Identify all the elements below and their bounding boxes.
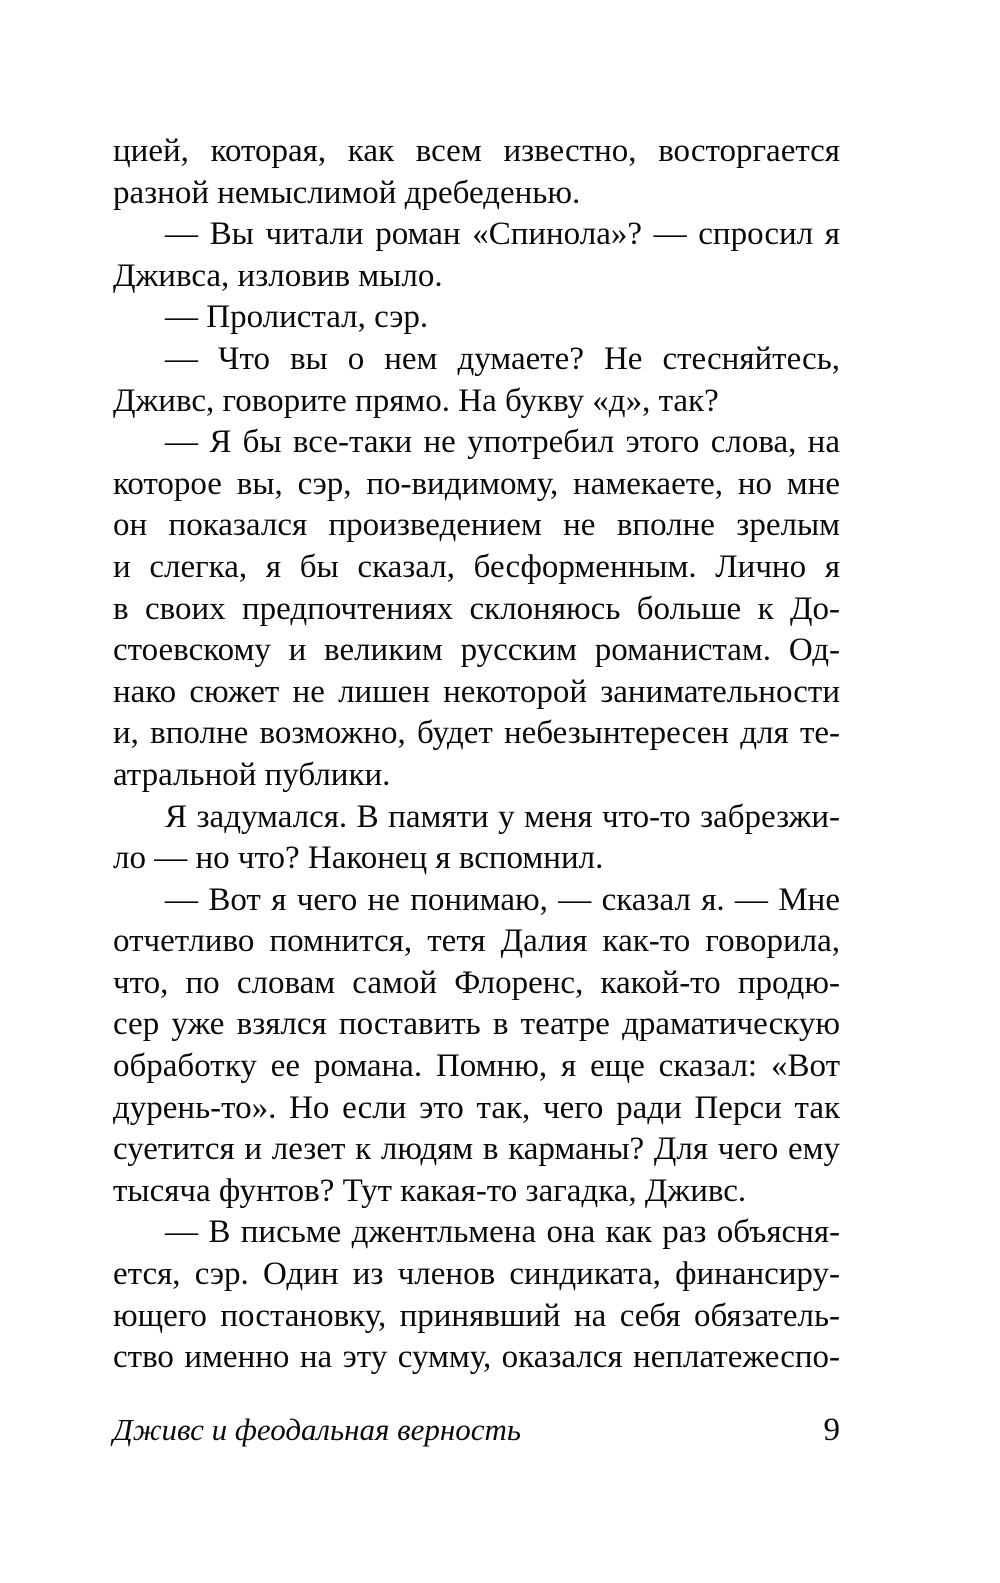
text-line: обработку ее романа. Помню, я еще сказал: «Вот	[113, 1048, 840, 1085]
running-title: Дживс и феодальная верность	[113, 1412, 522, 1447]
text-line: ство именно на эту сумму, оказался неплатежеспо-	[113, 1339, 840, 1376]
text-line: — Вы читали роман «Спинола»? — спросил я	[165, 216, 840, 253]
text-line: — Пролистал, сэр.	[165, 299, 429, 336]
page-number: 9	[823, 1412, 840, 1448]
text-block	[113, 131, 840, 1379]
text-line: нако сюжет не лишен некоторой занимательности	[113, 673, 840, 710]
text-line: тысяча фунтов? Тут какая-то загадка, Дживс.	[113, 1172, 747, 1209]
text-line: что, по словам самой Флоренс, какой-то продю-	[113, 964, 840, 1001]
paragraph	[113, 1212, 840, 1378]
text-line: и слегка, я бы сказал, бесформенным. Лично я	[113, 548, 840, 585]
text-line: сер уже взялся поставить в театре драматическую	[113, 1006, 840, 1043]
text-line: — Что вы о нем думаете? Не стесняйтесь,	[165, 340, 840, 377]
text-line: — Я бы все-таки не употребил этого слова, на	[165, 424, 840, 461]
text-line: дурень-то». Но если это так, чего ради Перси так	[113, 1089, 840, 1126]
text-line: которое вы, сэр, по-видимому, намекаете, но мне	[113, 465, 840, 502]
paragraph	[113, 131, 840, 214]
text-line: Я задумался. В памяти у меня что-то забрезжи-	[165, 798, 840, 835]
text-line: он показался произведением не вполне зрелым	[113, 507, 840, 544]
page-footer	[113, 1412, 840, 1448]
paragraph	[113, 339, 840, 422]
text-line: ется, сэр. Один из членов синдиката, финансиру-	[113, 1256, 840, 1293]
paragraph	[113, 797, 840, 880]
paragraph	[113, 880, 840, 1213]
paragraph	[113, 422, 840, 796]
text-line: Дживс, говорите прямо. На букву «д», так?	[113, 382, 719, 419]
text-line: ющего постановку, принявший на себя обязатель-	[113, 1297, 840, 1334]
text-line: атральной публики.	[113, 756, 391, 793]
text-line: в своих предпочтениях склоняюсь больше к До-	[113, 590, 840, 627]
text-line: Дживса, изловив мыло.	[113, 257, 443, 294]
text-line: — Вот я чего не понимаю, — сказал я. — Мне	[165, 881, 840, 918]
text-line: ло — но что? Наконец я вспомнил.	[113, 840, 604, 877]
text-line: разной немыслимой дребеденью.	[113, 174, 581, 211]
paragraph	[113, 297, 840, 339]
text-line: — В письме джентльмена она как раз объясня-	[165, 1214, 840, 1251]
text-line: и, вполне возможно, будет небезынтересен для те-	[113, 715, 840, 752]
text-line: отчетливо помнится, тетя Далия как-то говорила,	[113, 923, 840, 960]
text-line: стоевскому и великим русским романистам. Од-	[113, 632, 840, 669]
text-line: цией, которая, как всем известно, восторгается	[113, 133, 840, 169]
paragraph	[113, 214, 840, 297]
text-line: суетится и лезет к людям в карманы? Для чего ему	[113, 1131, 840, 1168]
